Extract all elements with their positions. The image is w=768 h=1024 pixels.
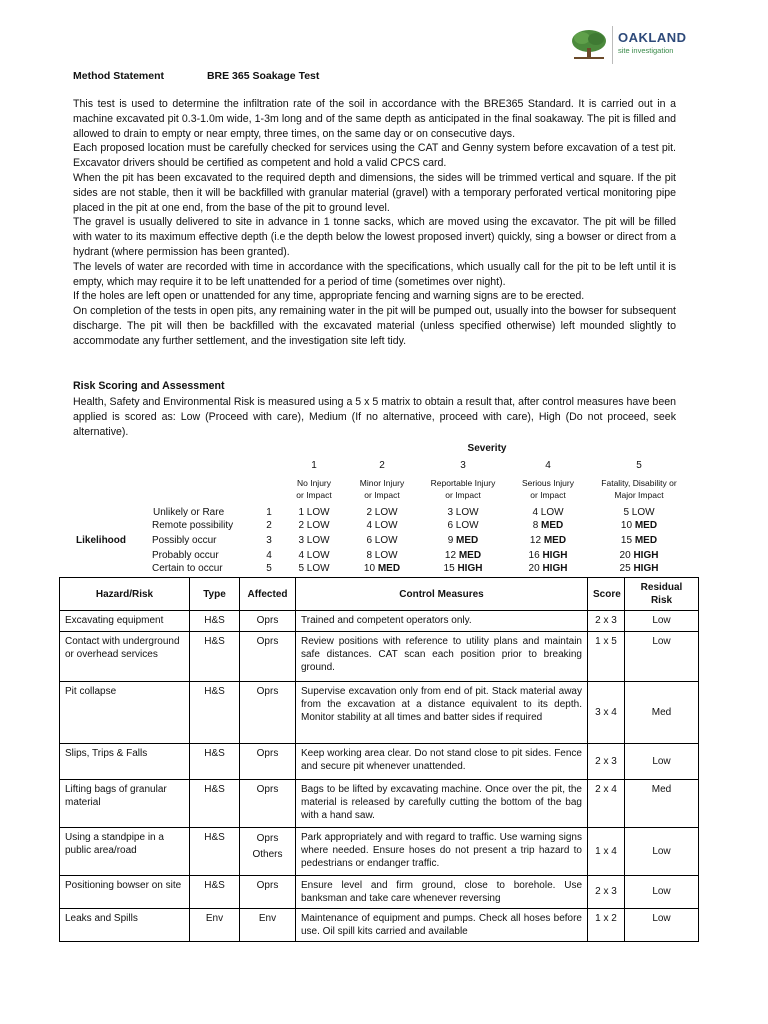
cell-hazard: Using a standpipe in a public area/road [60, 827, 190, 875]
cell-affected: Oprs Others [240, 827, 296, 875]
matrix-cell: 10 MED [363, 563, 401, 574]
severity-desc: Minor Injury [359, 478, 405, 488]
cell-affected: Env [240, 909, 296, 942]
cell-type: H&S [190, 827, 240, 875]
likelihood-label: Likelihood [76, 535, 126, 546]
severity-desc: Fatality, Disability or [601, 478, 677, 488]
table-row [60, 779, 699, 827]
likelihood-number: 2 [266, 520, 272, 531]
cell-affected: Oprs [240, 779, 296, 827]
matrix-cell: 8 MED [532, 520, 564, 531]
cell-score: 2 x 3 [588, 875, 625, 908]
severity-desc: Reportable Injury [430, 478, 496, 488]
cell-score: 1 x 5 [588, 631, 625, 681]
header-residual: Residual Risk [625, 578, 699, 611]
matrix-cell: 16 HIGH [528, 550, 568, 561]
matrix-cell: 1 LOW [298, 507, 330, 518]
likelihood-desc: Remote possibility [152, 520, 234, 531]
cell-control: Review positions with reference to utility plans and maintain safe distances. CAT scan each position prior to breaking ground. [296, 631, 588, 681]
severity-number: 1 [311, 460, 317, 471]
table-row [60, 611, 699, 631]
matrix-cell: 3 LOW [447, 507, 479, 518]
cell-control: Keep working area clear. Do not stand close to pit sides. Fence and secure pit whenever unattended. [296, 743, 588, 779]
matrix-cell: 12 MED [529, 535, 567, 546]
paragraph: Each proposed location must be carefully checked for services using the CAT and Genny system before excavation of a test pit. Excavator drivers should be certified as competent and hold a valid CPCS card. [73, 142, 676, 170]
cell-residual: Med [625, 779, 699, 827]
cell-affected: Oprs [240, 875, 296, 908]
cell-control: Ensure level and firm ground, close to borehole. Use banksman and take care whenever reversing [296, 875, 588, 908]
cell-type: H&S [190, 779, 240, 827]
cell-control: Maintenance of equipment and pumps. Check all hoses before use. Oil spill kits carried and available [296, 909, 588, 942]
header-score: Score [588, 578, 625, 611]
cell-score: 3 x 4 [588, 681, 625, 743]
cell-type: H&S [190, 681, 240, 743]
matrix-cell: 6 LOW [447, 520, 479, 531]
matrix-cell: 20 HIGH [528, 563, 568, 574]
cell-hazard: Excavating equipment [60, 611, 190, 631]
cell-score: 2 x 3 [588, 611, 625, 631]
severity-desc: or Impact [296, 490, 332, 500]
cell-control: Supervise excavation only from end of pit. Stack material away from the excavation at a distance equivalent to its depth. Monitor stability at all times and batter sides if required [296, 681, 588, 743]
severity-number: 4 [545, 460, 551, 471]
cell-hazard: Positioning bowser on site [60, 875, 190, 908]
likelihood-desc: Certain to occur [152, 563, 223, 574]
cell-hazard: Lifting bags of granular material [60, 779, 190, 827]
severity-number: 3 [460, 460, 466, 471]
cell-residual: Med [625, 681, 699, 743]
oak-tree-icon [570, 28, 608, 60]
cell-control: Park appropriately and with regard to traffic. Use warning signs where needed. Ensure hoses do not present a trip hazard to pedestrians or endanger traffic. [296, 827, 588, 875]
paragraph: The gravel is usually delivered to site in advance in 1 tonne sacks, which are moved using the excavator. The pit will be filled with water to its maximum effective depth (i.e the depth below the lowest proposed invert) quickly, sing a bowser or direct from a hydrant (where permission has been granted). [73, 216, 676, 258]
likelihood-number: 1 [266, 507, 272, 518]
matrix-cell: 25 HIGH [619, 563, 659, 574]
table-row [60, 681, 699, 743]
paragraph: On completion of the tests in open pits, any remaining water in the pit will be pumped out, usually into the bowser for subsequent discharge. The pit will then be backfilled with the excavated material (unless specified otherwise) left mounded slightly to accommodate any further settlement, and the investigation site left tidy. [73, 305, 676, 347]
matrix-cell: 5 LOW [298, 563, 330, 574]
matrix-cell: 9 MED [447, 535, 479, 546]
likelihood-desc: Probably occur [152, 550, 219, 561]
severity-label: Severity [467, 443, 507, 454]
table-row [60, 743, 699, 779]
cell-score: 1 x 4 [588, 827, 625, 875]
document-title: BRE 365 Soakage Test [206, 70, 320, 82]
matrix-cell: 20 HIGH [619, 550, 659, 561]
matrix-cell: 4 LOW [532, 507, 564, 518]
cell-type: Env [190, 909, 240, 942]
cell-hazard: Pit collapse [60, 681, 190, 743]
risk-description: Health, Safety and Environmental Risk is measured using a 5 x 5 matrix to obtain a result that, after control measures have been applied is scored as: Low (Proceed with care), Medium (If no alternative, proceed with care), High (Do not proceed, seek alternative). [73, 396, 676, 438]
matrix-cell: 3 LOW [298, 535, 330, 546]
header-affected: Affected [240, 578, 296, 611]
cell-residual: Low [625, 827, 699, 875]
cell-affected: Oprs [240, 611, 296, 631]
severity-desc: Serious Injury [522, 478, 574, 488]
likelihood-number: 4 [266, 550, 272, 561]
cell-type: H&S [190, 743, 240, 779]
cell-residual: Low [625, 743, 699, 779]
cell-hazard: Leaks and Spills [60, 909, 190, 942]
header-control: Control Measures [296, 578, 588, 611]
matrix-cell: 12 MED [444, 550, 482, 561]
header-hazard: Hazard/Risk [60, 578, 190, 611]
matrix-cell: 8 LOW [366, 550, 398, 561]
severity-number: 2 [379, 460, 385, 471]
paragraph: This test is used to determine the infiltration rate of the soil in accordance with the BRE365 Standard. It is carried out in a machine excavated pit 0.3-1.0m wide, 1-3m long and of the same depth as anticipated in the final soakaway. The pit is filled and allowed to drain to empty or near empty, three times, on the same day or on consecutive days. [73, 98, 676, 140]
matrix-cell: 2 LOW [366, 507, 398, 518]
cell-affected: Oprs [240, 631, 296, 681]
logo-divider [612, 26, 613, 64]
likelihood-desc: Possibly occur [152, 535, 217, 546]
likelihood-number: 3 [266, 535, 272, 546]
heading-label: Method Statement [73, 70, 165, 82]
header-type: Type [190, 578, 240, 611]
matrix-cell: 4 LOW [366, 520, 398, 531]
method-body [73, 97, 676, 349]
cell-residual: Low [625, 611, 699, 631]
cell-score: 2 x 3 [588, 743, 625, 779]
table-row [60, 875, 699, 908]
cell-hazard: Slips, Trips & Falls [60, 743, 190, 779]
cell-control: Bags to be lifted by excavating machine. Once over the pit, the material is released by carefully cutting the bottom of the bag with a hand saw. [296, 779, 588, 827]
cell-hazard: Contact with underground or overhead services [60, 631, 190, 681]
cell-affected: Oprs [240, 681, 296, 743]
severity-desc: No Injury [296, 478, 332, 488]
table-row [60, 631, 699, 681]
risk-table [59, 577, 699, 942]
matrix-cell: 2 LOW [298, 520, 330, 531]
matrix-cell: 15 MED [620, 535, 658, 546]
paragraph: When the pit has been excavated to the required depth and dimensions, the sides will be trimmed vertical and square. If the pit sides are not stable, then it will be backfilled with granular material (gravel) with a temporary perforated vertical monitoring pipe placed in the pit at one end, from the base of the pit to ground level. [73, 171, 676, 214]
logo-name: OAKLAND [618, 30, 687, 45]
cell-residual: Low [625, 875, 699, 908]
logo-subtitle: site investigation [618, 46, 674, 55]
table-row [60, 827, 699, 875]
severity-number: 5 [636, 460, 642, 471]
cell-type: H&S [190, 875, 240, 908]
company-logo [570, 24, 700, 64]
matrix-cell: 15 HIGH [443, 563, 483, 574]
document-heading [73, 70, 319, 82]
risk-heading: Risk Scoring and Assessment [73, 380, 225, 392]
matrix-cell: 5 LOW [623, 507, 655, 518]
cell-score: 2 x 4 [588, 779, 625, 827]
likelihood-desc: Unlikely or Rare [153, 507, 225, 518]
matrix-cell: 4 LOW [298, 550, 330, 561]
likelihood-number: 5 [266, 563, 272, 574]
cell-type: H&S [190, 631, 240, 681]
matrix-cell: 10 MED [620, 520, 658, 531]
cell-affected: Oprs [240, 743, 296, 779]
cell-score: 1 x 2 [588, 909, 625, 942]
cell-residual: Low [625, 631, 699, 681]
paragraph: If the holes are left open or unattended for any time, appropriate fencing and warning signs are to be erected. [73, 290, 585, 303]
severity-desc: Major Impact [614, 490, 664, 500]
cell-control: Trained and competent operators only. [296, 611, 588, 631]
severity-desc: or Impact [530, 490, 566, 500]
table-row [60, 909, 699, 942]
cell-type: H&S [190, 611, 240, 631]
severity-desc: or Impact [364, 490, 400, 500]
table-header-row [60, 578, 699, 611]
matrix-cell: 6 LOW [366, 535, 398, 546]
severity-desc: or Impact [445, 490, 481, 500]
cell-residual: Low [625, 909, 699, 942]
paragraph: The levels of water are recorded with time in accordance with the specifications, which usually call for the pit to be left until it is empty, which may require it to be left unattended for a period of time (sometimes over night). [73, 260, 676, 288]
